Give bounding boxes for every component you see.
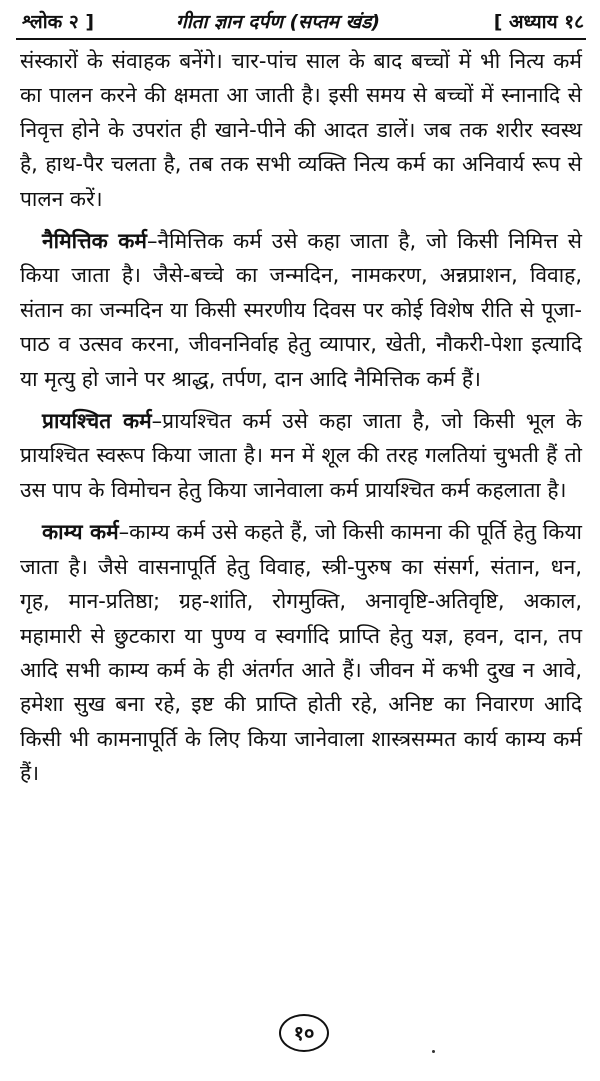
header-rule [16, 38, 586, 40]
shloka-label: श्लोक २ ] [22, 11, 95, 33]
paragraph-text: –काम्य कर्म उसे कहते हैं, जो किसी कामना की पूर्ति हेतु किया जाता है। जैसे वासनापूर्ति हेतु विवाह, स्त्री-पुरुष का संसर्ग, संतान, धन, गृह, मान-प्रतिष्ठा; ग्रह-शांति, रोगमुक्ति, अनावृष्टि-अतिवृष्टि, अकाल, महामारी से छुटकारा या पुण्य व स्वर्गादि प्राप्ति हेतु यज्ञ, हवन, दान, तप आदि सभी काम्य कर्म के ही अंतर्गत आते हैं। जीवन में कभी दुख न आवे, हमेशा सुख बना रहे, इष्ट की प्राप्ति होती रहे, अनिष्ट का निवारण आदि किसी भी कामनापूर्ति के लिए किया जानेवाला शास्त्रसम्मत कार्य काम्य कर्म हैं। [20, 520, 582, 786]
paragraph-text: –नैमित्तिक कर्म उसे कहा जाता है, जो किसी निमित्त से किया जाता है। जैसे-बच्चे का जन्मदिन, नामकरण, अन्नप्राशन, विवाह, संतान का जन्मदिन या किसी स्मरणीय दिवस पर कोई विशेष रीति से पूजा-पाठ व उत्सव करना, जीवननिर्वाह हेतु व्यापार, खेती, नौकरी-पेशा इत्यादि या मृत्यु हो जाने पर श्राद्ध, तर्पण, दान आदि नैमित्तिक कर्म हैं। [20, 229, 582, 391]
book-title: गीता ज्ञान दर्पण (सप्तम खंड) [176, 11, 381, 33]
paragraph-continuation [20, 44, 582, 216]
paragraph-term: प्रायश्चित कर्म [42, 409, 152, 434]
page-number: १० [279, 1014, 329, 1052]
page-header [16, 6, 586, 40]
paragraph-prayashchit [20, 404, 582, 507]
paragraph-term: नैमित्तिक कर्म [42, 229, 147, 254]
print-dot [432, 1050, 435, 1053]
paragraph-term: काम्य कर्म [42, 520, 119, 545]
chapter-label: [ अध्याय १८ [493, 11, 584, 33]
paragraph-text: –प्रायश्चित कर्म उसे कहा जाता है, जो किसी भूल के प्रायश्चित स्वरूप किया जाता है। मन में शूल की तरह गलतियां चुभती हैं तो उस पाप के विमोचन हेतु किया जानेवाला कर्म प्रायश्चित कर्म कहलाता है। [20, 409, 583, 502]
page-body [20, 44, 582, 799]
paragraph-kamya [20, 515, 582, 790]
paragraph-naimittik [20, 224, 582, 396]
paragraph-text: संस्कारों के संवाहक बनेंगे। चार-पांच साल के बाद बच्चों में भी नित्य कर्म का पालन करने की क्षमता आ जाती है। इसी समय से बच्चों में स्नानादि से निवृत्त होने के उपरांत ही खाने-पीने की आदत डालें। जब तक शरीर स्वस्थ है, हाथ-पैर चलता है, तब तक सभी व्यक्ति नित्य कर्म का अनिवार्य रूप से पालन करें। [20, 49, 582, 211]
